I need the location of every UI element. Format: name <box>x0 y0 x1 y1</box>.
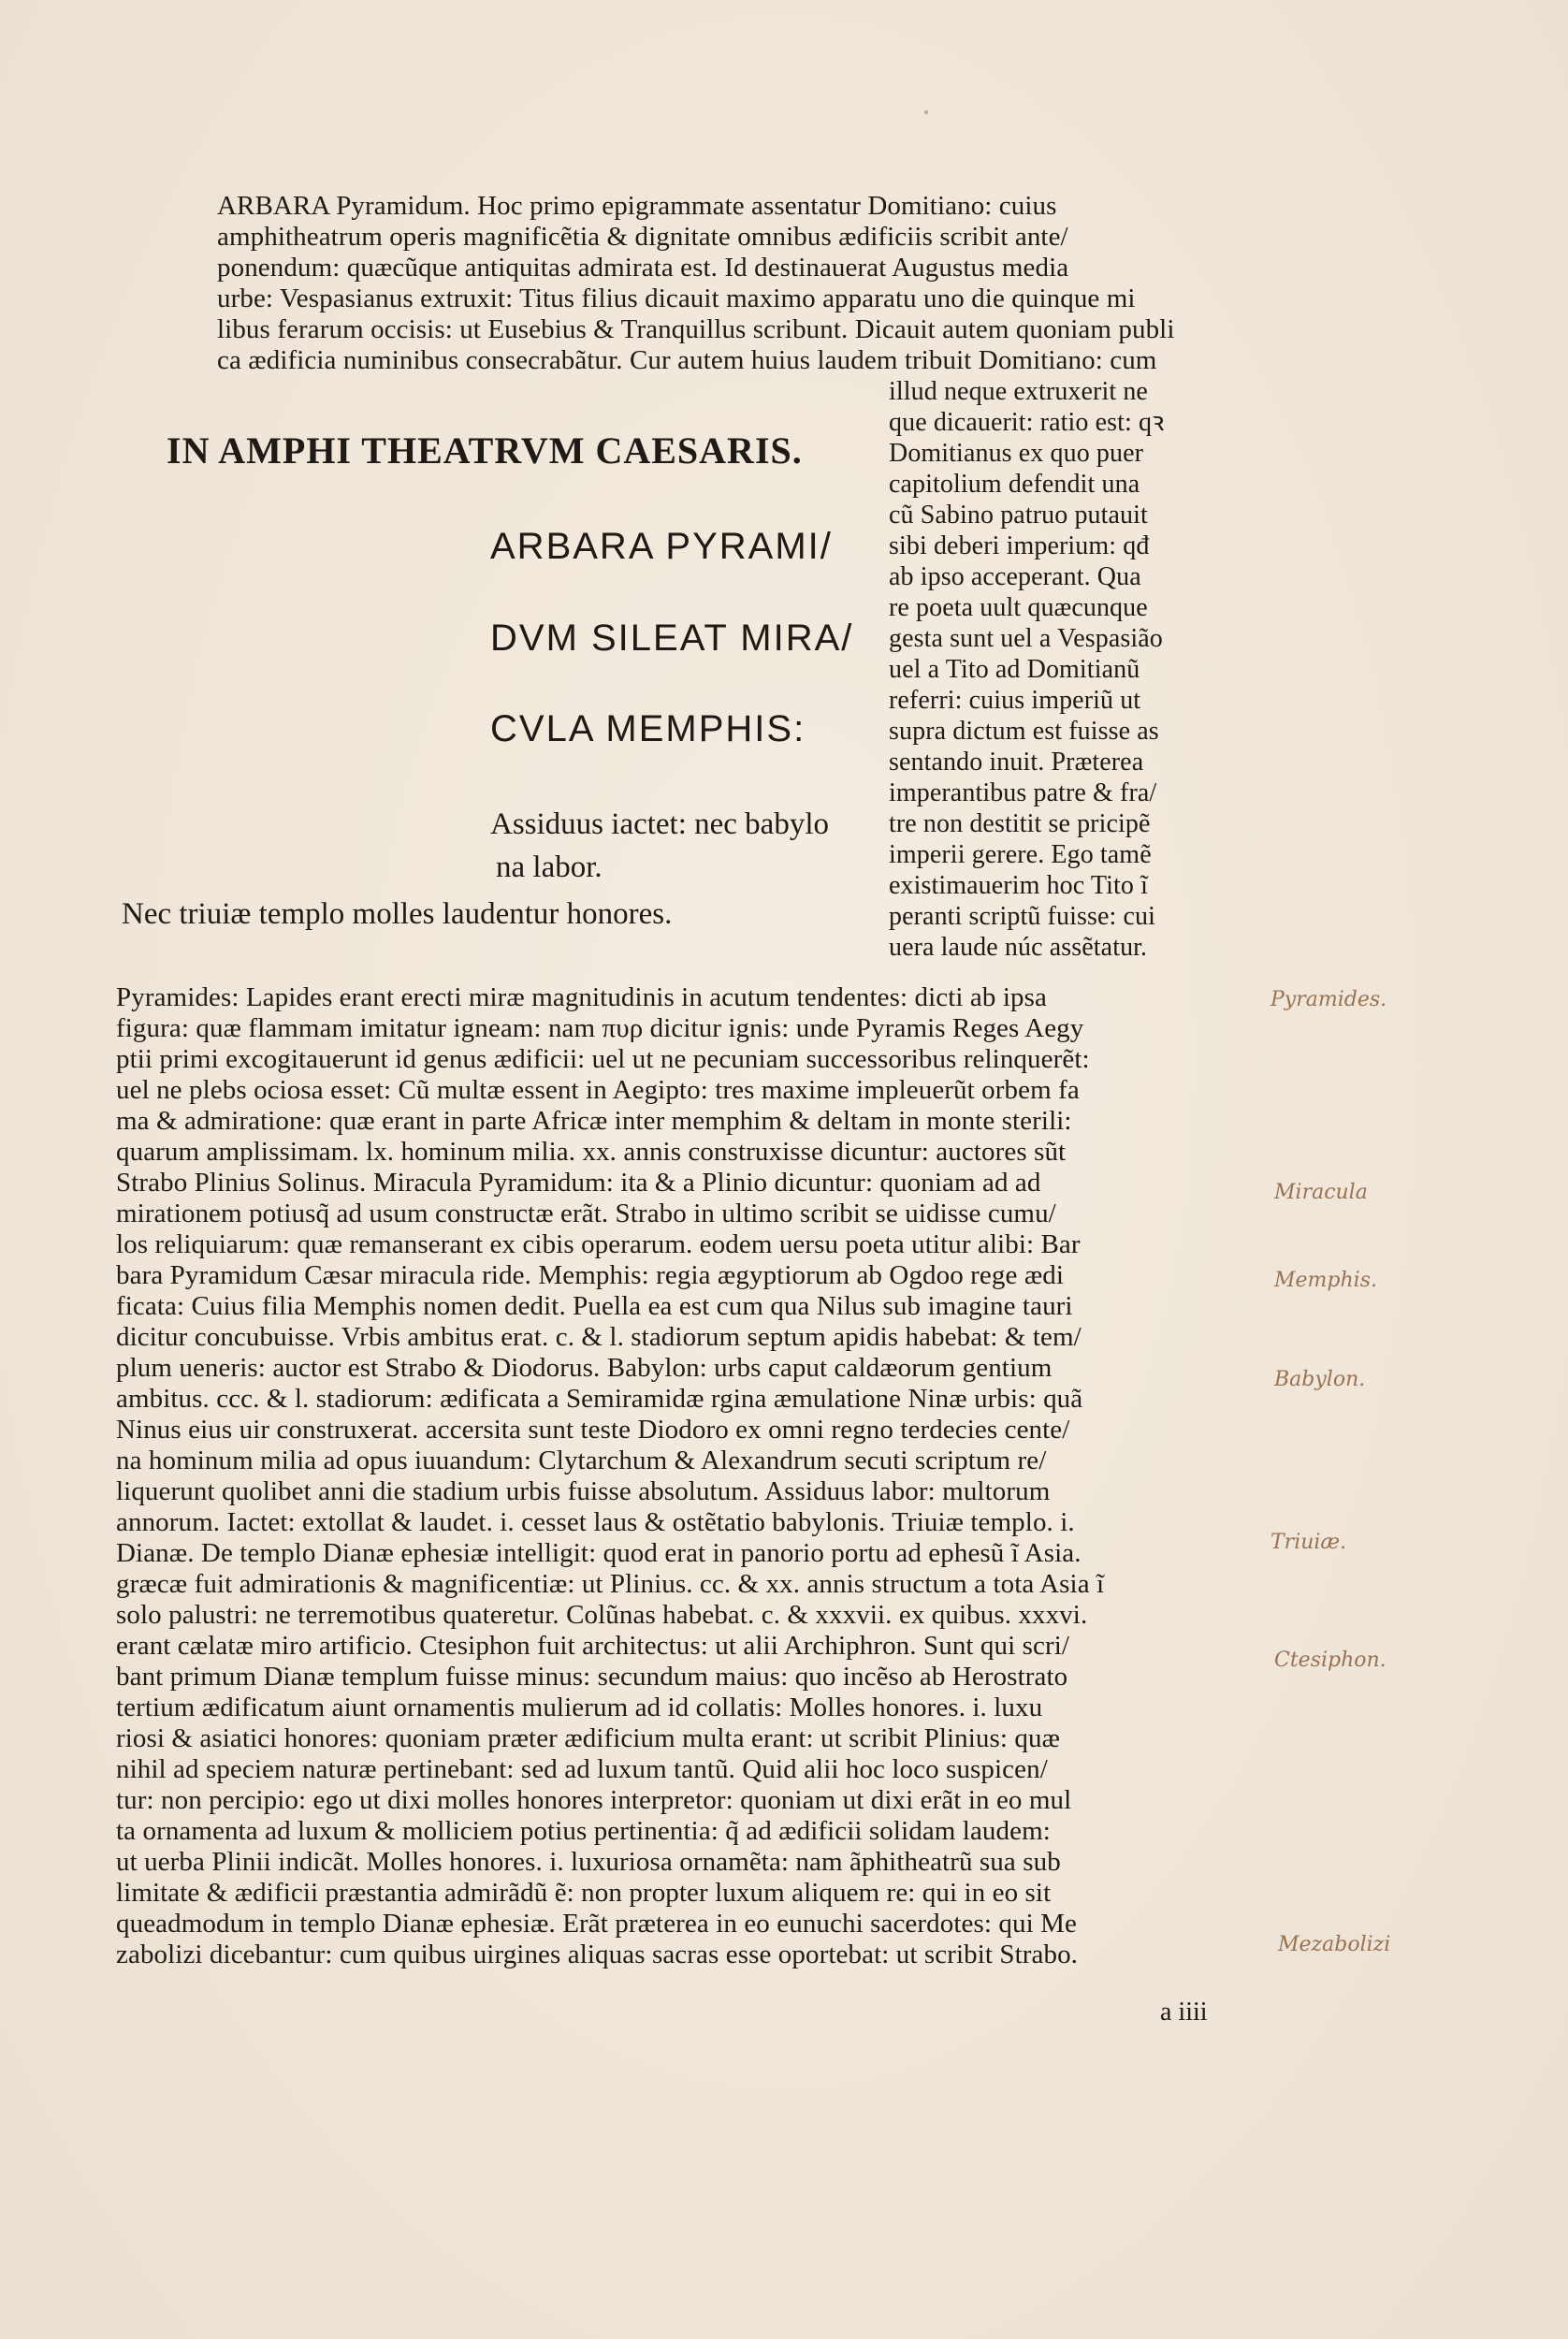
commentary-line: limitate & ædificii præstantia admirãdũ ẽ: non propter luxum aliquem re: qui in eo sit <box>116 1878 1052 1908</box>
commentary-line: græcæ fuit admirationis & magnificentiæ: ut Plinius. cc. & xx. annis structum a tota Asia ĩ <box>116 1569 1105 1599</box>
commentary-line: illud neque extruxerit ne <box>889 377 1148 406</box>
commentary-line: ficata: Cuius filia Memphis nomen dedit. Puella ea est cum qua Nilus sub imagine tauri <box>116 1291 1073 1321</box>
poem-caps-line: CVLA MEMPHIS: <box>490 708 806 749</box>
commentary-line: peranti scriptũ fuisse: cui <box>889 902 1155 931</box>
commentary-line: imperii gerere. Ego tamẽ <box>889 840 1152 869</box>
commentary-line: ponendum: quæcũque antiquitas admirata est. Id destinauerat Augustus media <box>217 253 1069 283</box>
commentary-line: Strabo Plinius Solinus. Miracula Pyramidum: ita & a Plinio dicuntur: quoniam ad ad <box>116 1168 1041 1198</box>
commentary-line: tre non destitit se pricipẽ <box>889 809 1151 838</box>
signature-mark: a iiii <box>1160 1998 1208 2027</box>
commentary-line: liquerunt quolibet anni die stadium urbis fuisse absolutum. Assiduus labor: multorum <box>116 1476 1051 1506</box>
commentary-line: solo palustri: ne terremotibus quateretur. Colũnas habebat. c. & xxxvii. ex quibus. xxxvi. <box>116 1600 1088 1630</box>
commentary-line: ut uerba Plinii indicãt. Molles honores. i. luxuriosa ornamẽta: nam ãphitheatrũ sua sub <box>116 1847 1061 1877</box>
commentary-line: urbe: Vespasianus extruxit: Titus filius dicauit maximo apparatu uno die quinque mi <box>217 283 1136 313</box>
poem-verse-line: na labor. <box>496 850 603 884</box>
commentary-line: Dianæ. De templo Dianæ ephesiæ intelligit: quod erat in panorio portu ad ephesũ ĩ Asia. <box>116 1538 1082 1568</box>
commentary-line: amphitheatrum operis magnificẽtia & dignitate omnibus ædificiis scribit ante/ <box>217 222 1068 252</box>
marginal-note: Babylon. <box>1274 1368 1366 1391</box>
commentary-line: zabolizi dicebantur: cum quibus uirgines aliquas sacras esse oportebat: ut scribit Strabo. <box>116 1939 1079 1969</box>
commentary-line: figura: quæ flammam imitatur igneam: nam πυρ dicitur ignis: unde Pyramis Reges Aegy <box>116 1013 1084 1043</box>
commentary-line: gesta sunt uel a Vespasião <box>889 624 1163 653</box>
commentary-line: annorum. Iactet: extollat & laudet. i. cesset laus & ostẽtatio babylonis. Triuiæ templo. i. <box>116 1507 1075 1537</box>
commentary-line: nihil ad speciem naturæ pertinebant: sed ad luxum tantũ. Quid alii hoc loco suspicen/ <box>116 1754 1048 1784</box>
commentary-line: quarum amplissimam. lx. hominum milia. xx. annis construxisse dicuntur: auctores sũt <box>116 1137 1067 1167</box>
commentary-line: dicitur concubuisse. Vrbis ambitus erat. c. & l. stadiorum septum apidis habebat: & tem/ <box>116 1322 1082 1352</box>
commentary-line: libus ferarum occisis: ut Eusebius & Tranquillus scribunt. Dicauit autem quoniam publi <box>217 314 1175 344</box>
commentary-line: ambitus. ccc. & l. stadiorum: ædificata a Semiramidæ rgina æmulatione Ninæ urbis: quã <box>116 1384 1083 1414</box>
commentary-line: ab ipso acceperant. Qua <box>889 562 1141 591</box>
commentary-line: erant cælatæ miro artificio. Ctesiphon fuit architectus: ut alii Archiphron. Sunt qui scri/ <box>116 1631 1070 1661</box>
poem-verse-line: Assiduus iactet: nec babylo <box>490 807 830 841</box>
poem-verse-line: Nec triuiæ templo molles laudentur honores. <box>122 897 673 931</box>
marginal-note: Triuiæ. <box>1270 1531 1347 1554</box>
poem-caps-line: DVM SILEAT MIRA/ <box>490 617 854 659</box>
commentary-line: supra dictum est fuisse as <box>889 717 1159 746</box>
commentary-line: tur: non percipio: ego ut dixi molles honores interpretor: quoniam ut dixi erãt in eo mul <box>116 1785 1072 1815</box>
commentary-line: riosi & asiatici honores: quoniam præter ædificium multa erant: ut scribit Plinius: quæ <box>116 1723 1061 1753</box>
commentary-line: tertium ædificatum aiunt ornamentis mulierum ad id collatis: Molles honores. i. luxu <box>116 1693 1043 1722</box>
commentary-line: Domitianus ex quo puer <box>889 439 1144 468</box>
commentary-line: sibi deberi imperium: qđ <box>889 531 1150 560</box>
commentary-line: re poeta uult quæcunque <box>889 593 1148 622</box>
marginal-note: Miracula <box>1274 1181 1368 1204</box>
marginal-note: Ctesiphon. <box>1274 1649 1387 1672</box>
marginal-note: Pyramides. <box>1270 988 1387 1011</box>
commentary-line: uel ne plebs ociosa esset: Cũ multæ essent in Aegipto: tres maxime impleuerũt orbem fa <box>116 1075 1080 1105</box>
marginal-note: Mezabolizi <box>1278 1933 1391 1956</box>
commentary-line: cũ Sabino patruo putauit <box>889 501 1148 530</box>
commentary-line: ptii primi excogitauerunt id genus ædificii: uel ut ne pecuniam successoribus relinquerẽt: <box>116 1044 1090 1074</box>
commentary-line: queadmodum in templo Dianæ ephesiæ. Erãt præterea in eo eunuchi sacerdotes: qui Me <box>116 1909 1077 1939</box>
commentary-line: Ninus eius uir construxerat. accersita sunt teste Diodoro ex omni regno terdecies cente/ <box>116 1415 1070 1445</box>
commentary-line: sentando inuit. Præterea <box>889 748 1144 777</box>
commentary-line: uel a Tito ad Domitianũ <box>889 655 1140 684</box>
commentary-line: capitolium defendit una <box>889 470 1140 499</box>
commentary-line: plum ueneris: auctor est Strabo & Diodorus. Babylon: urbs caput caldæorum gentium <box>116 1353 1053 1383</box>
commentary-line: Pyramides: Lapides erant erecti miræ magnitudinis in acutum tendentes: dicti ab ipsa <box>116 982 1047 1012</box>
commentary-line: uera laude núc assẽtatur. <box>889 933 1148 962</box>
commentary-line: ta ornamenta ad luxum & molliciem potius pertinentia: q̃ ad ædificii solidam laudem: <box>116 1816 1051 1846</box>
commentary-line: ma & admiratione: quæ erant in parte Africæ inter memphim & deltam in monte sterili: <box>116 1106 1072 1136</box>
commentary-line: referri: cuius imperiũ ut <box>889 686 1141 715</box>
commentary-line: bara Pyramidum Cæsar miracula ride. Memphis: regia ægyptiorum ab Ogdoo rege ædi <box>116 1260 1065 1290</box>
commentary-line: imperantibus patre & fra/ <box>889 778 1157 807</box>
commentary-line: los reliquiarum: quæ remanserant ex cibis operarum. eodem uersu poeta utitur alibi: Bar <box>116 1229 1081 1259</box>
commentary-line: na hominum milia ad opus iuuandum: Clytarchum & Alexandrum secuti scriptum re/ <box>116 1446 1047 1475</box>
commentary-line: bant primum Dianæ templum fuisse minus: secundum maius: quo incẽso ab Herostrato <box>116 1662 1068 1692</box>
commentary-line: ARBARA Pyramidum. Hoc primo epigrammate assentatur Domitiano: cuius <box>217 191 1057 221</box>
poem-caps-line: ARBARA PYRAMI/ <box>490 526 833 567</box>
ink-speck <box>924 110 928 114</box>
commentary-line: ca ædificia numinibus consecrabãtur. Cur autem huius laudem tribuit Domitiano: cum <box>217 345 1157 375</box>
commentary-line: existimauerim hoc Tito ĩ <box>889 871 1148 900</box>
marginal-note: Memphis. <box>1274 1269 1377 1292</box>
poem-title: IN AMPHI THEATRVM CAESARIS. <box>167 429 803 472</box>
commentary-line: que dicauerit: ratio est: qꝛ <box>889 408 1165 437</box>
commentary-line: mirationem potiusq̃ ad usum constructæ erãt. Strabo in ultimo scribit se uidisse cumu/ <box>116 1199 1056 1228</box>
